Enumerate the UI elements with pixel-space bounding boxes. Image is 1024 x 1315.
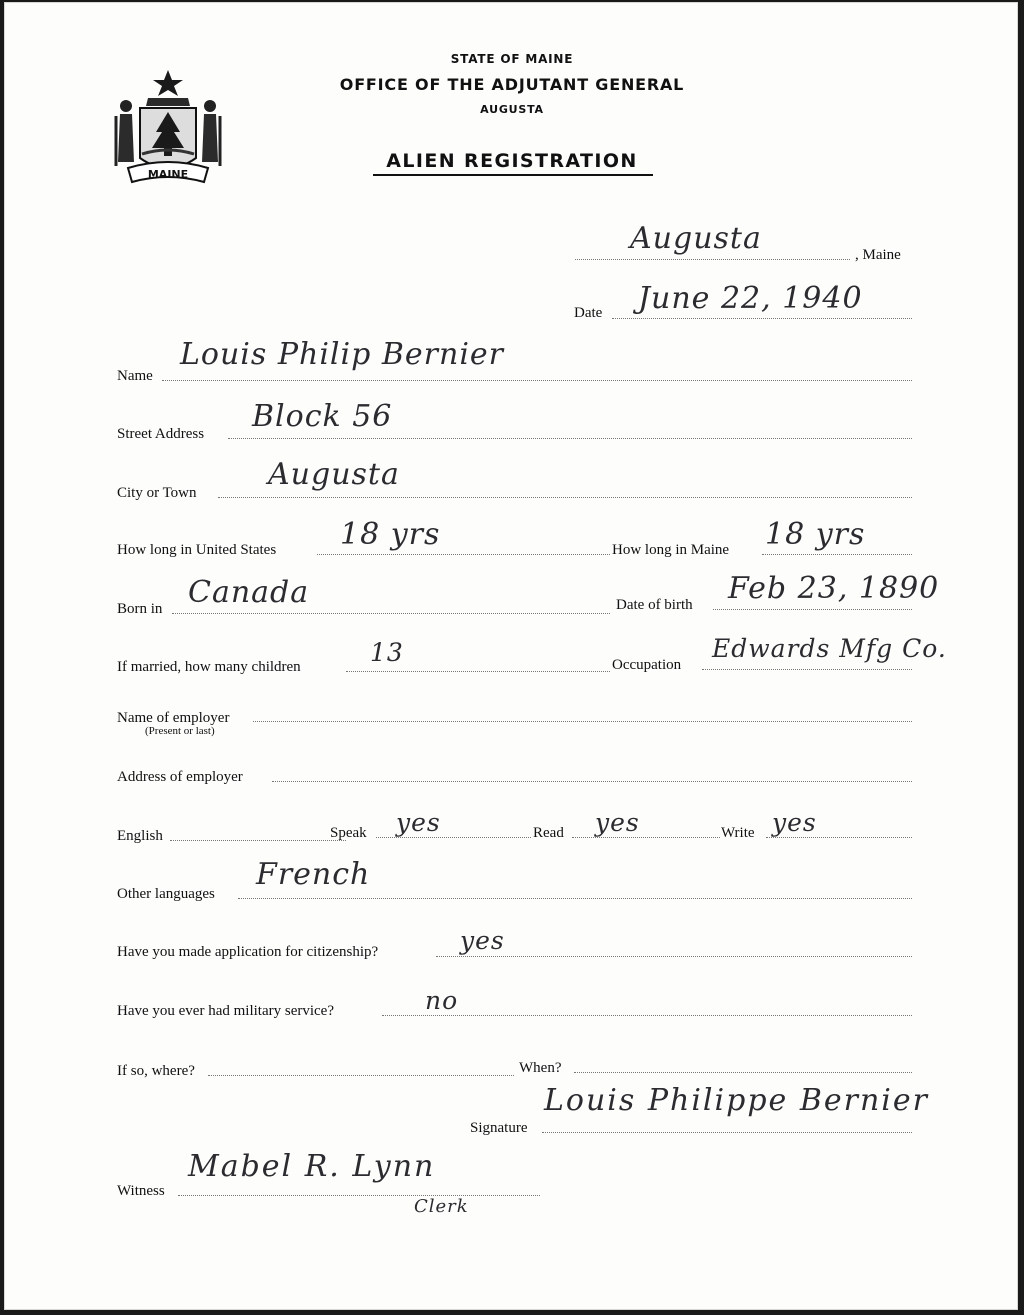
occupation-value: Edwards Mfg Co. <box>712 634 947 663</box>
how-long-maine-value: 18 yrs <box>765 517 866 552</box>
when-line <box>574 1072 912 1073</box>
children-line <box>346 671 610 672</box>
occupation-line <box>702 669 912 670</box>
citizenship-line <box>436 956 912 957</box>
where-label: If so, where? <box>117 1063 195 1079</box>
name-line <box>162 380 912 381</box>
children-value: 13 <box>370 638 404 667</box>
how-long-us-line <box>317 554 610 555</box>
svg-text:MAINE: MAINE <box>147 168 189 181</box>
military-label: Have you ever had military service? <box>117 1003 334 1019</box>
military-value: no <box>425 986 459 1015</box>
employer-name-line <box>253 721 912 722</box>
how-long-us-label: How long in United States <box>117 542 277 558</box>
citizenship-value: yes <box>460 926 505 955</box>
street-address-line <box>228 438 912 439</box>
place-line <box>575 259 850 260</box>
date-value: June 22, 1940 <box>638 281 863 316</box>
witness-label: Witness <box>117 1183 165 1199</box>
write-line <box>766 837 912 838</box>
date-of-birth-label: Date of birth <box>616 597 693 613</box>
how-long-maine-label: How long in Maine <box>612 542 730 558</box>
english-label: English <box>117 828 163 844</box>
signature-label: Signature <box>470 1120 528 1136</box>
occupation-label: Occupation <box>612 657 682 673</box>
born-in-line <box>172 613 610 614</box>
place-suffix: , Maine <box>855 247 901 263</box>
street-address-label: Street Address <box>117 426 205 442</box>
write-value: yes <box>772 808 817 837</box>
signature-line <box>542 1132 912 1133</box>
when-label: When? <box>519 1060 562 1076</box>
employer-address-label: Address of employer <box>117 769 243 785</box>
witness-value: Mabel R. Lynn <box>188 1149 436 1184</box>
speak-line <box>376 837 531 838</box>
citizenship-label: Have you made application for citizenship? <box>117 944 379 960</box>
date-of-birth-value: Feb 23, 1890 <box>728 571 940 606</box>
other-languages-line <box>238 898 912 899</box>
form-title: ALIEN REGISTRATION <box>386 150 638 172</box>
city-heading: AUGUSTA <box>480 103 544 116</box>
other-languages-value: French <box>256 857 371 892</box>
city-label: City or Town <box>117 485 197 501</box>
witness-title: Clerk <box>414 1196 469 1217</box>
employer-address-line <box>272 781 912 782</box>
read-line <box>572 837 720 838</box>
how-long-maine-line <box>762 554 912 555</box>
office-heading: OFFICE OF THE ADJUTANT GENERAL <box>339 75 685 94</box>
born-in-label: Born in <box>117 601 163 617</box>
city-value: Augusta <box>268 457 400 492</box>
place-value: Augusta <box>630 221 762 256</box>
speak-label: Speak <box>330 825 367 841</box>
city-line <box>218 497 912 498</box>
where-line <box>208 1075 514 1076</box>
speak-value: yes <box>396 808 441 837</box>
name-label: Name <box>117 368 153 384</box>
signature-value: Louis Philippe Bernier <box>544 1083 929 1118</box>
read-value: yes <box>595 808 640 837</box>
date-line <box>612 318 912 319</box>
read-label: Read <box>533 825 564 841</box>
english-line <box>170 840 346 841</box>
children-label: If married, how many children <box>117 659 301 675</box>
write-label: Write <box>721 825 755 841</box>
name-value: Louis Philip Bernier <box>180 337 505 372</box>
state-heading: STATE OF MAINE <box>450 52 574 66</box>
military-line <box>382 1015 912 1016</box>
title-underline <box>373 174 653 176</box>
employer-name-label: Name of employer <box>117 710 230 726</box>
date-label: Date <box>574 305 603 321</box>
witness-line <box>178 1195 540 1196</box>
date-of-birth-line <box>713 609 912 610</box>
other-languages-label: Other languages <box>117 886 215 902</box>
street-address-value: Block 56 <box>252 399 393 434</box>
employer-name-sublabel: (Present or last) <box>145 725 215 737</box>
born-in-value: Canada <box>188 575 310 610</box>
how-long-us-value: 18 yrs <box>340 517 441 552</box>
